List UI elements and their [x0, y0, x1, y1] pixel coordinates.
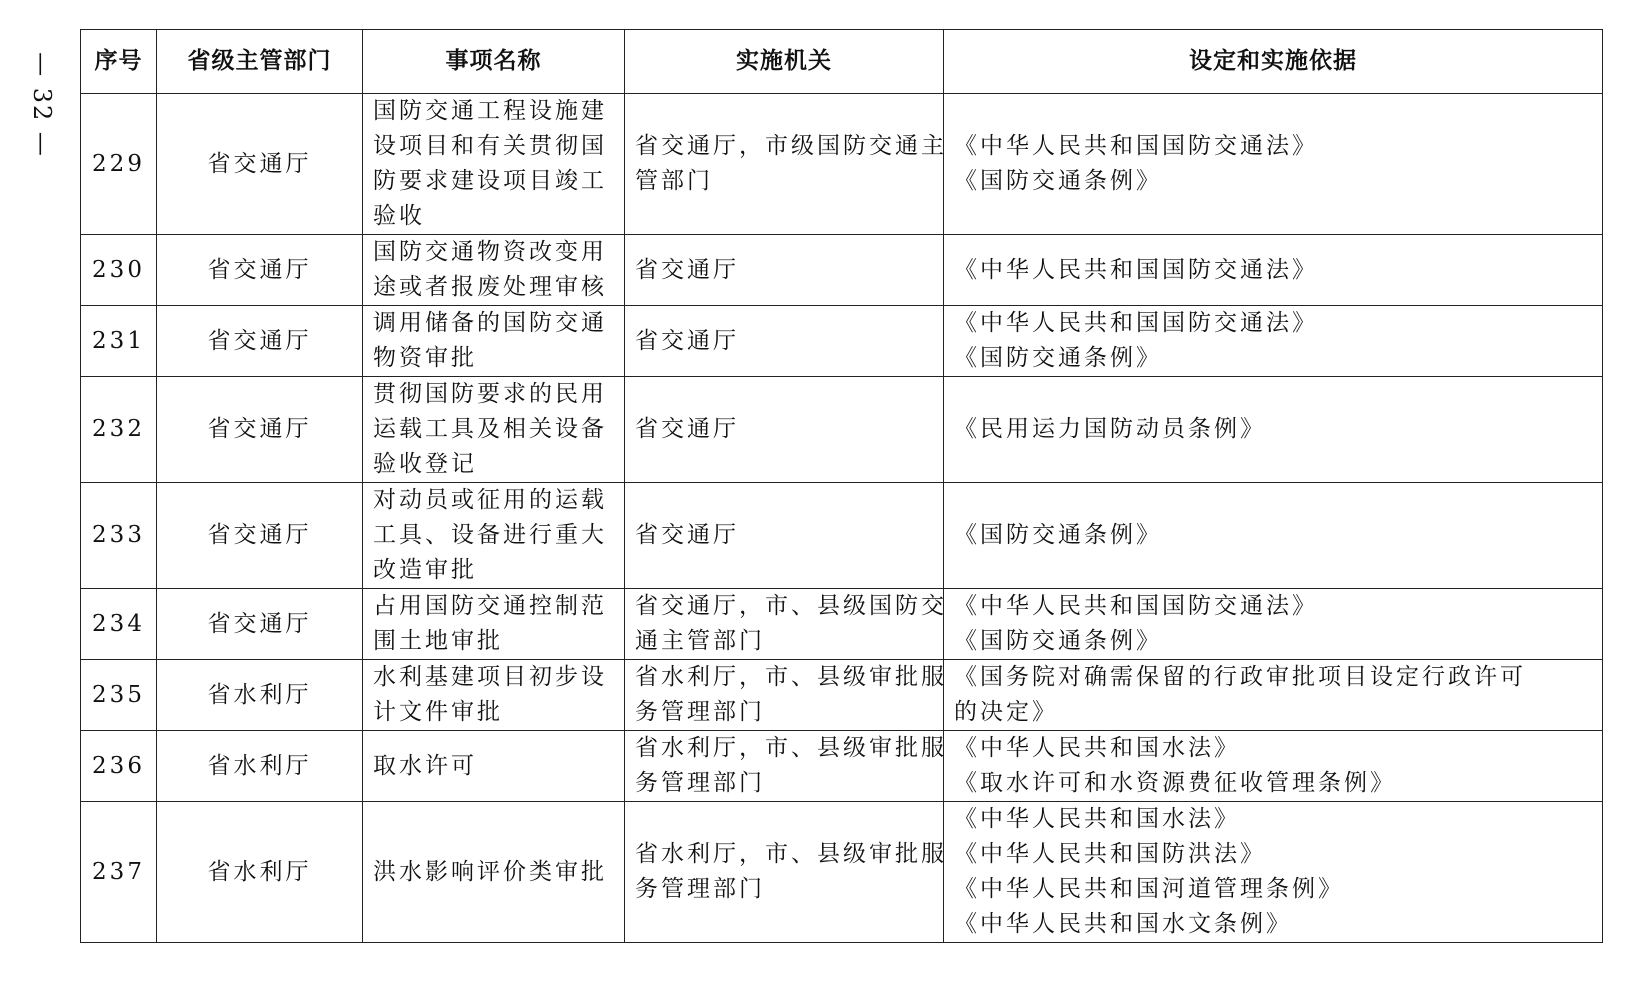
page-number	[22, 40, 62, 170]
table-row	[81, 94, 1603, 235]
cell-no: 230	[81, 235, 157, 306]
cell-item-name	[363, 731, 625, 802]
cell-agency	[625, 589, 947, 660]
cell-item-name-line: 国防交通物资改变用	[373, 239, 607, 265]
cell-item-name	[363, 377, 625, 483]
cell-basis-line: 《中华人民共和国国防交通法》	[954, 593, 1318, 619]
cell-agency-line: 省交通厅	[635, 416, 739, 442]
cell-item-name	[363, 802, 625, 943]
cell-item-name-line: 改造审批	[373, 557, 477, 583]
cell-basis-line: 《中华人民共和国河道管理条例》	[954, 876, 1344, 902]
cell-item-name-line: 验收	[373, 203, 425, 229]
cell-basis-line: 《中华人民共和国防洪法》	[954, 841, 1266, 867]
cell-basis-line: 《中华人民共和国水法》	[954, 735, 1240, 761]
cell-basis-line: 的决定》	[954, 699, 1058, 725]
cell-agency-line: 务管理部门	[635, 699, 765, 725]
cell-no: 234	[81, 589, 157, 660]
cell-basis-line: 《国防交通条例》	[954, 345, 1162, 371]
cell-agency-line: 务管理部门	[635, 770, 765, 796]
cell-basis-line: 《中华人民共和国水文条例》	[954, 911, 1292, 937]
cell-dept: 省水利厅	[157, 802, 363, 943]
cell-item-name	[363, 589, 625, 660]
cell-agency-line: 务管理部门	[635, 876, 765, 902]
cell-agency-line: 省交通厅	[635, 256, 739, 283]
cell-basis-line: 《国防交通条例》	[954, 522, 1162, 548]
cell-dept: 省交通厅	[157, 589, 363, 660]
cell-item-name-line: 运载工具及相关设备	[373, 416, 607, 442]
cell-agency-line: 省水利厅，市、县级审批服	[635, 664, 947, 690]
header-no: 序号	[81, 30, 157, 94]
cell-no: 233	[81, 483, 157, 589]
cell-no: 237	[81, 802, 157, 943]
cell-agency-line: 通主管部门	[635, 628, 765, 654]
cell-item-name-line: 取水许可	[373, 752, 477, 779]
cell-item-name-line: 防要求建设项目竣工	[373, 168, 607, 194]
cell-basis	[944, 235, 1603, 306]
cell-basis-line: 《取水许可和水资源费征收管理条例》	[954, 770, 1396, 796]
cell-basis	[944, 377, 1603, 483]
cell-agency-line: 省交通厅，市、县级国防交	[635, 593, 947, 619]
cell-agency	[625, 802, 947, 943]
table-row	[81, 660, 1603, 731]
cell-item-name-line: 水利基建项目初步设	[373, 664, 607, 690]
cell-basis-line: 《中华人民共和国国防交通法》	[954, 133, 1318, 159]
cell-item-name-line: 贯彻国防要求的民用	[373, 381, 607, 407]
cell-basis-line: 《中华人民共和国国防交通法》	[954, 310, 1318, 336]
cell-no: 236	[81, 731, 157, 802]
cell-dept: 省交通厅	[157, 306, 363, 377]
table-row	[81, 235, 1603, 306]
cell-item-name-line: 计文件审批	[373, 699, 503, 725]
cell-item-name-line: 设项目和有关贯彻国	[373, 133, 607, 159]
cell-dept: 省交通厅	[157, 483, 363, 589]
table-header-row	[81, 30, 1603, 94]
cell-item-name-line: 对动员或征用的运载	[373, 487, 607, 513]
cell-agency-line: 省交通厅	[635, 522, 739, 548]
cell-basis	[944, 660, 1603, 731]
header-basis: 设定和实施依据	[944, 30, 1603, 94]
cell-item-name-line: 围土地审批	[373, 628, 503, 654]
header-name: 事项名称	[363, 30, 625, 94]
cell-basis	[944, 94, 1603, 235]
header-dept: 省级主管部门	[157, 30, 363, 94]
cell-item-name-line: 验收登记	[373, 451, 477, 477]
cell-agency-line: 省水利厅，市、县级审批服	[635, 735, 947, 761]
header-agency: 实施机关	[625, 30, 944, 94]
cell-no: 231	[81, 306, 157, 377]
table-row	[81, 377, 1603, 483]
cell-dept: 省交通厅	[157, 235, 363, 306]
cell-item-name-line: 工具、设备进行重大	[373, 522, 607, 548]
cell-basis	[944, 483, 1603, 589]
cell-agency	[625, 483, 944, 589]
table-row	[81, 731, 1603, 802]
table-body	[81, 94, 1603, 943]
cell-agency-line: 省水利厅，市、县级审批服	[635, 841, 947, 867]
cell-item-name	[363, 306, 625, 377]
cell-dept: 省水利厅	[157, 731, 363, 802]
cell-agency-line: 省交通厅，市级国防交通主	[635, 133, 947, 159]
page-number-text: — 32 —	[28, 52, 57, 158]
cell-basis-line: 《中华人民共和国水法》	[954, 806, 1240, 832]
cell-basis-line: 《民用运力国防动员条例》	[954, 416, 1266, 442]
cell-basis	[944, 306, 1603, 377]
cell-basis	[944, 802, 1603, 943]
cell-agency	[625, 377, 944, 483]
cell-item-name-line: 占用国防交通控制范	[373, 593, 607, 619]
cell-basis	[944, 731, 1603, 802]
cell-item-name	[363, 94, 625, 235]
cell-dept: 省水利厅	[157, 660, 363, 731]
cell-dept: 省交通厅	[157, 94, 363, 235]
cell-item-name	[363, 235, 625, 306]
cell-item-name	[363, 660, 625, 731]
table-row	[81, 802, 1603, 943]
cell-dept: 省交通厅	[157, 377, 363, 483]
approval-items-table	[80, 29, 1603, 943]
cell-item-name	[363, 483, 625, 589]
table-row	[81, 589, 1603, 660]
cell-agency	[625, 94, 947, 235]
cell-item-name-line: 物资审批	[373, 345, 477, 371]
cell-basis-line: 《中华人民共和国国防交通法》	[954, 256, 1318, 283]
cell-agency-line: 省交通厅	[635, 327, 739, 354]
cell-basis-line: 《国务院对确需保留的行政审批项目设定行政许可	[954, 664, 1526, 690]
cell-item-name-line: 国防交通工程设施建	[373, 98, 607, 124]
cell-no: 232	[81, 377, 157, 483]
cell-agency	[625, 660, 947, 731]
cell-item-name-line: 洪水影响评价类审批	[373, 858, 607, 885]
table-row	[81, 483, 1603, 589]
cell-agency	[625, 235, 944, 306]
cell-item-name-line: 调用储备的国防交通	[373, 310, 607, 336]
table-row	[81, 306, 1603, 377]
cell-basis	[944, 589, 1603, 660]
cell-item-name-line: 途或者报废处理审核	[373, 274, 607, 300]
cell-agency	[625, 306, 944, 377]
cell-basis-line: 《国防交通条例》	[954, 628, 1162, 654]
cell-no: 229	[81, 94, 157, 235]
cell-no: 235	[81, 660, 157, 731]
cell-basis-line: 《国防交通条例》	[954, 168, 1162, 194]
cell-agency	[625, 731, 947, 802]
cell-agency-line: 管部门	[635, 168, 713, 194]
